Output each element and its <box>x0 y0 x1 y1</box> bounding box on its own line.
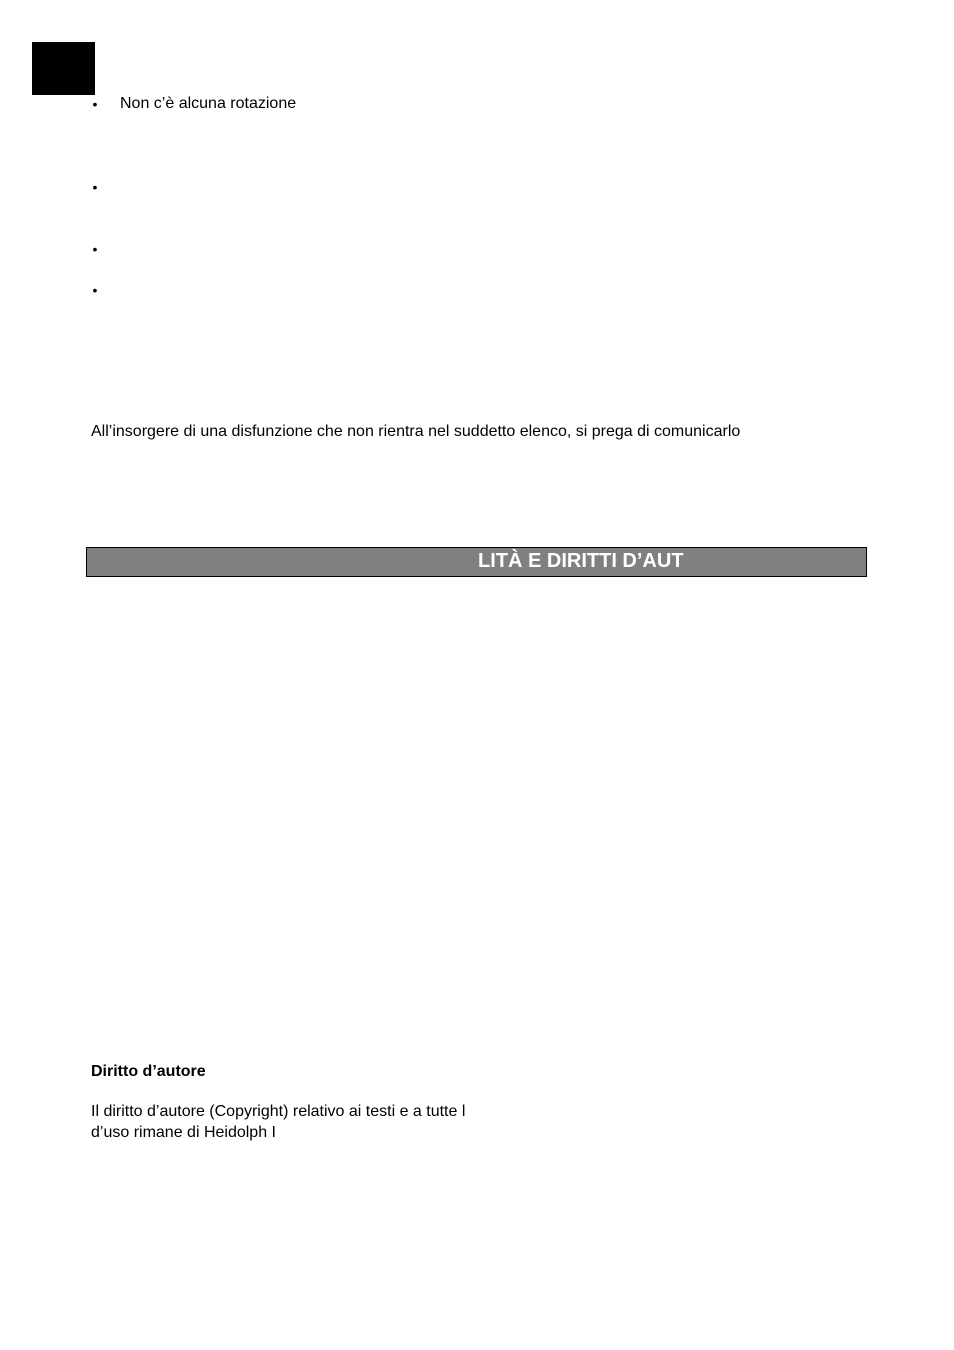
malfunction-notice: All’insorgere di una disfunzione che non rientra nel suddetto elenco, si prega di comunicarlo <box>91 423 741 440</box>
bullet-icon: • <box>92 241 98 257</box>
bullet-icon: • <box>92 282 98 298</box>
copyright-text-line-2: d’uso rimane di Heidolph I <box>91 1124 276 1141</box>
bullet-icon: • <box>92 179 98 195</box>
copyright-heading: Diritto d’autore <box>91 1063 206 1080</box>
bullet-icon: • <box>92 96 98 112</box>
page-corner-tab <box>32 42 95 95</box>
list-item-text: Non c’è alcuna rotazione <box>120 95 297 112</box>
section-header-bar <box>86 547 867 577</box>
section-title: LITÀ E DIRITTI D’AUT <box>478 550 684 572</box>
copyright-text-line-1: Il diritto d’autore (Copyright) relativo ai testi e a tutte l <box>91 1103 466 1120</box>
